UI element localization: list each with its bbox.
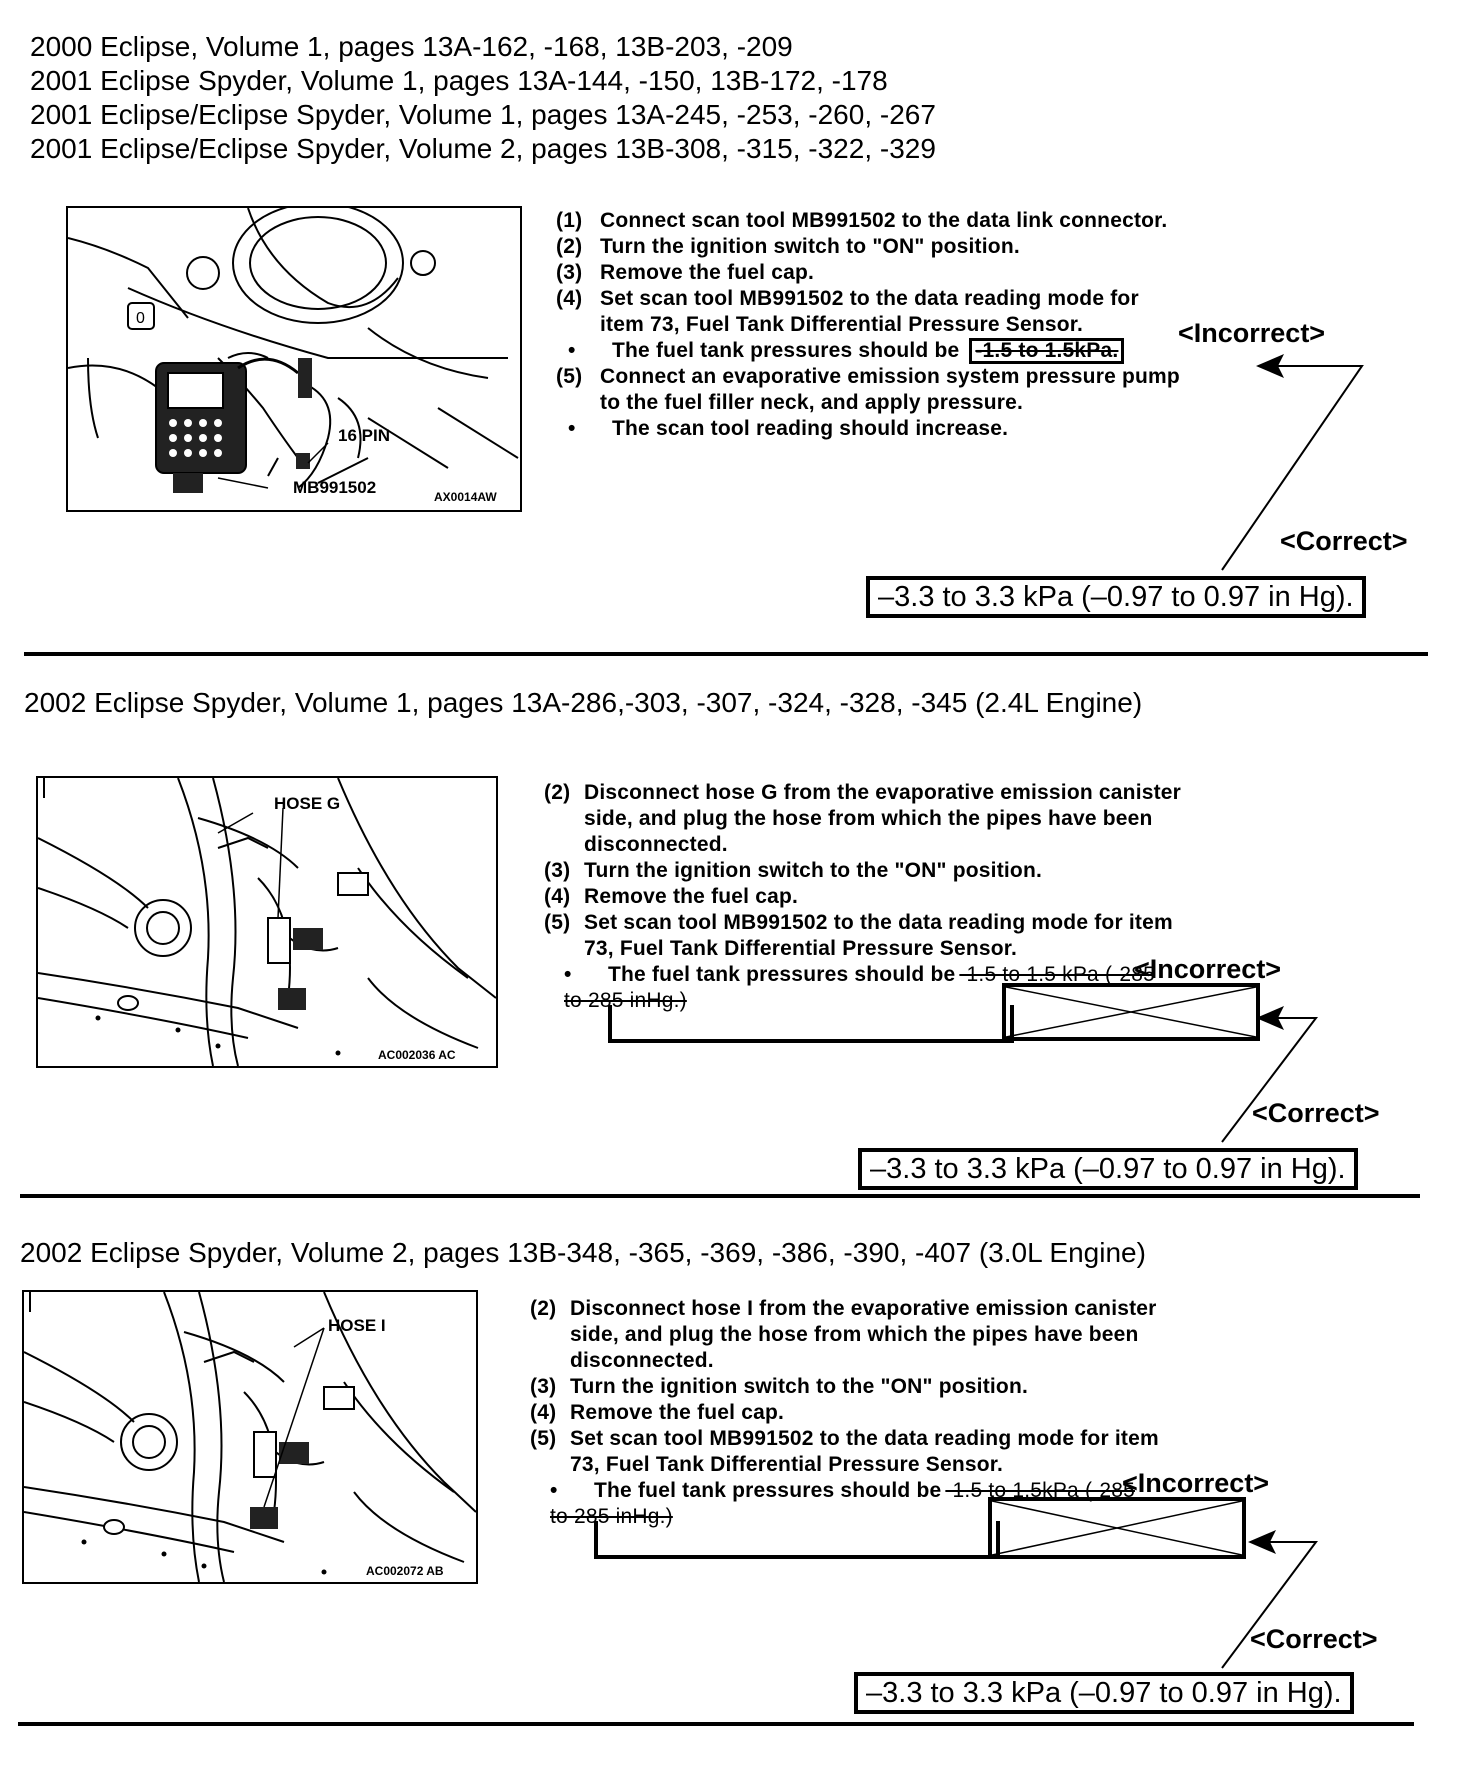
arrow-head-2	[1256, 1006, 1284, 1030]
step-text: Connect an evaporative emission system pressure pump	[600, 365, 1180, 388]
step-text: side, and plug the hose from which the pipes have been	[570, 1323, 1139, 1346]
step-number: (4)	[556, 287, 583, 310]
step-text: disconnected.	[570, 1349, 714, 1372]
step-number: (3)	[544, 859, 571, 882]
step-row	[556, 390, 1180, 416]
step-number: (3)	[530, 1375, 557, 1398]
figure-code: AC002036 AC	[378, 1048, 456, 1062]
correct-label: <Correct>	[1252, 1098, 1380, 1128]
hose-g-illustration	[38, 778, 496, 1066]
step-row	[544, 858, 1181, 884]
display-glyph: 0	[136, 310, 145, 327]
header-line-2: 2001 Eclipse Spyder, Volume 1, pages 13A-144, -150, 13B-172, -178	[30, 65, 888, 96]
incorrect-crossout-box	[988, 1497, 1246, 1559]
section1-steps	[556, 208, 1180, 442]
header-line-4: 2001 Eclipse/Eclipse Spyder, Volume 2, pages 13B-308, -315, -322, -329	[30, 133, 936, 164]
step-number	[544, 806, 584, 832]
step-number	[544, 936, 584, 962]
step-number	[556, 390, 600, 416]
divider	[18, 1722, 1414, 1726]
step-text: Set scan tool MB991502 to the data reading mode for item	[570, 1427, 1159, 1450]
label-mb991502: MB991502	[293, 478, 377, 497]
step-number	[530, 1322, 570, 1348]
section2-steps	[544, 780, 1181, 1014]
step-text: Disconnect hose I from the evaporative emission canister	[570, 1297, 1157, 1320]
arrow-head-3	[1248, 1530, 1276, 1554]
step-row	[530, 1452, 1159, 1478]
label-hose-i: HOSE I	[328, 1316, 386, 1335]
step-number: (2)	[544, 781, 571, 804]
correct-value-box: –3.3 to 3.3 kPa (–0.97 to 0.97 in Hg).	[866, 576, 1366, 618]
section3-steps	[530, 1296, 1159, 1530]
dashboard-illustration	[68, 208, 520, 510]
step-text: Set scan tool MB991502 to the data reading mode for	[600, 287, 1139, 310]
divider	[20, 1194, 1420, 1198]
step-number: (4)	[530, 1401, 557, 1424]
step-text: side, and plug the hose from which the pipes have been	[584, 807, 1153, 830]
step-row	[556, 364, 1180, 390]
incorrect-label: <Incorrect>	[1134, 954, 1282, 984]
step-row	[530, 1400, 1159, 1426]
step-text: 73, Fuel Tank Differential Pressure Sensor.	[584, 937, 1018, 960]
step-row	[556, 338, 1180, 364]
arrow-head-1	[1256, 354, 1284, 378]
bullet: •	[568, 417, 576, 440]
step-number	[544, 832, 584, 858]
step-row	[544, 832, 1181, 858]
step-text: disconnected.	[584, 833, 728, 856]
step-text: The fuel tank pressures should be	[612, 339, 960, 362]
step-text: The fuel tank pressures should be	[594, 1479, 942, 1502]
incorrect-crossout-box-left	[594, 1521, 1000, 1559]
label-hose-g: HOSE G	[274, 794, 341, 813]
hose-i-figure	[22, 1290, 478, 1584]
step-text: Remove the fuel cap.	[584, 885, 799, 908]
step-number: (1)	[556, 209, 583, 232]
crossout-x	[1006, 987, 1256, 1037]
header-line-3: 2001 Eclipse/Eclipse Spyder, Volume 1, pages 13A-245, -253, -260, -267	[30, 99, 936, 130]
section3-title: 2002 Eclipse Spyder, Volume 2, pages 13B-348, -365, -369, -386, -390, -407 (3.0L Engine)	[20, 1237, 1146, 1268]
step-text: Connect scan tool MB991502 to the data link connector.	[600, 209, 1168, 232]
bullet: •	[564, 963, 572, 986]
step-row	[556, 234, 1180, 260]
step-text: Remove the fuel cap.	[600, 261, 815, 284]
step-row	[544, 936, 1181, 962]
step-text: to the fuel filler neck, and apply pressure.	[600, 391, 1024, 414]
incorrect-label: <Incorrect>	[1122, 1468, 1270, 1498]
step-number: (5)	[556, 365, 583, 388]
label-16-pin: 16 PIN	[338, 426, 390, 445]
incorrect-value-cont: to 285 inHg.)	[550, 1505, 673, 1528]
step-row	[530, 1348, 1159, 1374]
dashboard-scan-tool-figure	[66, 206, 522, 512]
step-row	[556, 416, 1180, 442]
incorrect-value: -1.5 to 1.5kPa.	[969, 338, 1124, 364]
step-text: The fuel tank pressures should be	[608, 963, 956, 986]
section2-title: 2002 Eclipse Spyder, Volume 1, pages 13A-286,-303, -307, -324, -328, -345 (2.4L Engine)	[24, 687, 1143, 718]
step-row	[544, 780, 1181, 806]
scan-tool-device	[156, 363, 246, 493]
step-number	[556, 312, 600, 338]
step-text: item 73, Fuel Tank Differential Pressure Sensor.	[600, 313, 1084, 336]
step-number: (3)	[556, 261, 583, 284]
step-number: (2)	[556, 235, 583, 258]
step-row	[530, 1426, 1159, 1452]
step-row	[556, 286, 1180, 312]
correct-label: <Correct>	[1280, 526, 1408, 556]
step-text: Turn the ignition switch to the "ON" position.	[584, 859, 1043, 882]
step-row	[556, 312, 1180, 338]
step-row	[556, 208, 1180, 234]
figure-code: AC002072 AB	[366, 1564, 444, 1578]
incorrect-value: -1.5 to 1.5kPa (-285	[945, 1479, 1135, 1502]
correct-value-box: –3.3 to 3.3 kPa (–0.97 to 0.97 in Hg).	[858, 1148, 1358, 1190]
step-text: The scan tool reading should increase.	[612, 417, 1009, 440]
hose-g-figure	[36, 776, 498, 1068]
step-text: Turn the ignition switch to "ON" position.	[600, 235, 1020, 258]
header-line-1: 2000 Eclipse, Volume 1, pages 13A-162, -168, 13B-203, -209	[30, 31, 793, 62]
step-row	[544, 884, 1181, 910]
incorrect-label: <Incorrect>	[1178, 318, 1326, 348]
step-number: (4)	[544, 885, 571, 908]
incorrect-crossout-box-left	[608, 1005, 1014, 1043]
step-text: Disconnect hose G from the evaporative emission canister	[584, 781, 1182, 804]
incorrect-value: -1.5 to 1.5 kPa (-285	[959, 963, 1155, 986]
bullet: •	[550, 1479, 558, 1502]
step-number	[530, 1348, 570, 1374]
figure-code: AX0014AW	[434, 490, 497, 504]
step-text: Remove the fuel cap.	[570, 1401, 785, 1424]
step-row	[556, 260, 1180, 286]
step-row	[544, 806, 1181, 832]
correct-label: <Correct>	[1250, 1624, 1378, 1654]
step-text: 73, Fuel Tank Differential Pressure Sensor.	[570, 1453, 1004, 1476]
step-row	[530, 1296, 1159, 1322]
crossout-x	[992, 1501, 1242, 1555]
step-row	[530, 1322, 1159, 1348]
step-number: (5)	[544, 911, 571, 934]
divider	[24, 652, 1428, 656]
step-text: Turn the ignition switch to the "ON" position.	[570, 1375, 1029, 1398]
incorrect-value-cont: to 285 inHg.)	[564, 989, 687, 1012]
step-row	[544, 910, 1181, 936]
step-number: (5)	[530, 1427, 557, 1450]
step-text: Set scan tool MB991502 to the data reading mode for item	[584, 911, 1173, 934]
step-number	[530, 1452, 570, 1478]
correct-value-box: –3.3 to 3.3 kPa (–0.97 to 0.97 in Hg).	[854, 1672, 1354, 1714]
bullet: •	[568, 339, 576, 362]
hose-i-illustration	[24, 1292, 476, 1582]
step-number: (2)	[530, 1297, 557, 1320]
step-row	[530, 1374, 1159, 1400]
incorrect-crossout-box	[1002, 983, 1260, 1041]
